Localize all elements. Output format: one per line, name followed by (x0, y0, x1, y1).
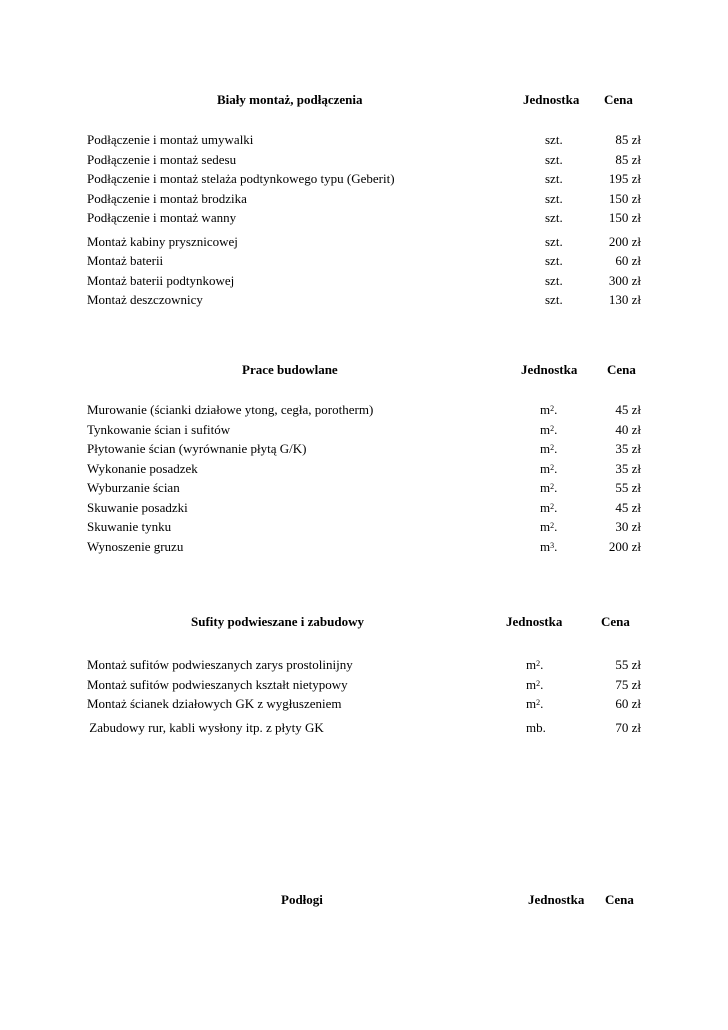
price: 55 zł (615, 480, 641, 495)
price: 40 zł (615, 421, 641, 437)
section-podlogi (0, 892, 728, 912)
table-row (0, 290, 728, 310)
unit: mb. (526, 719, 546, 735)
table-row (0, 130, 728, 150)
table-row (0, 420, 728, 440)
price: 45 zł (615, 402, 641, 417)
price-rows (0, 400, 728, 556)
service-description: Podłączenie i montaż umywalki (87, 132, 254, 147)
price: 35 zł (615, 460, 641, 476)
section-prace-budowlane (0, 362, 728, 556)
unit: szt. (545, 132, 563, 147)
unit: $m^2$. (526, 676, 544, 692)
section-title: Biały montaż, podłączenia (217, 92, 363, 107)
unit-column-header: Jednostka (523, 92, 580, 107)
service-description: Wynoszenie gruzu (87, 538, 184, 554)
table-row (0, 232, 728, 252)
service-description: Podłączenie i montaż brodzika (87, 190, 247, 206)
unit: $m^3$. (540, 538, 558, 554)
section-header (0, 614, 728, 634)
price: 60 zł (615, 253, 641, 268)
price: 300 zł (608, 272, 641, 288)
service-description: Murowanie (ścianki działowe ytong, cegła, porotherm) (87, 402, 374, 417)
table-row (0, 675, 728, 695)
table-row (0, 271, 728, 291)
unit: $m^2$. (540, 460, 558, 476)
service-description: Montaż baterii podtynkowej (87, 272, 235, 288)
unit: $m^2$. (540, 441, 558, 456)
table-row (0, 150, 728, 170)
table-row (0, 537, 728, 557)
service-description: Wyburzanie ścian (87, 480, 180, 495)
price: 75 zł (615, 676, 641, 692)
price: 150 zł (608, 210, 641, 225)
service-description: Podłączenie i montaż sedesu (87, 151, 237, 167)
service-description: Zabudowy rur, kabli wysłony itp. z płyty GK (86, 719, 324, 735)
section-title: Podłogi (281, 892, 323, 907)
price-rows (0, 655, 728, 737)
table-row (0, 400, 728, 420)
table-row (0, 251, 728, 271)
price: 85 zł (615, 132, 641, 147)
price-column-header: Cena (604, 92, 633, 107)
table-row (0, 208, 728, 228)
service-description: Tynkowanie ścian i sufitów (87, 421, 231, 437)
unit: $m^2$. (540, 480, 558, 495)
service-description: Montaż deszczownicy (87, 292, 203, 307)
table-row (0, 439, 728, 459)
unit: szt. (545, 151, 563, 167)
price: 200 zł (608, 538, 641, 554)
unit-column-header: Jednostka (521, 362, 578, 377)
section-bialy-montaz (0, 92, 728, 310)
unit: $m^2$. (540, 519, 558, 534)
unit: szt. (545, 171, 563, 186)
service-description: Montaż ścianek działowych GK z wygłuszeniem (87, 696, 342, 711)
price: 130 zł (608, 292, 641, 307)
service-description: Płytowanie ścian (wyrównanie płytą G/K) (87, 441, 307, 456)
service-description: Montaż sufitów podwieszanych zarys prostolinijny (87, 657, 353, 672)
table-row (0, 459, 728, 479)
price-column-header: Cena (607, 362, 636, 377)
service-description: Wykonanie posadzek (87, 460, 198, 476)
table-row (0, 169, 728, 189)
unit: $m^2$. (540, 499, 558, 515)
table-row (0, 189, 728, 209)
table-row (0, 694, 728, 714)
section-header (0, 92, 728, 112)
price-rows (0, 130, 728, 310)
service-description: Skuwanie tynku (87, 519, 172, 534)
unit: szt. (545, 233, 563, 249)
section-title: Prace budowlane (242, 362, 338, 377)
price: 150 zł (608, 190, 641, 206)
price: 55 zł (615, 657, 641, 672)
price: 70 zł (615, 719, 641, 735)
price: 35 zł (615, 441, 641, 456)
table-row (0, 655, 728, 675)
section-header (0, 892, 728, 912)
unit: szt. (545, 272, 563, 288)
unit: $m^2$. (526, 696, 544, 711)
price: 200 zł (608, 233, 641, 249)
service-description: Podłączenie i montaż wanny (87, 210, 237, 225)
service-description: Skuwanie posadzki (87, 499, 188, 515)
section-header (0, 362, 728, 382)
unit-column-header: Jednostka (528, 892, 585, 907)
table-row (0, 517, 728, 537)
unit: $m^2$. (540, 402, 558, 417)
section-title: Sufity podwieszane i zabudowy (191, 614, 364, 629)
service-description: Podłączenie i montaż stelaża podtynkowego typu (Geberit) (87, 171, 395, 186)
price: 30 zł (615, 519, 641, 534)
price: 195 zł (608, 171, 641, 186)
unit: szt. (545, 210, 563, 225)
unit: szt. (545, 292, 563, 307)
unit: $m^2$. (526, 657, 544, 672)
table-row (0, 478, 728, 498)
price-column-header: Cena (601, 614, 630, 629)
price: 45 zł (615, 499, 641, 515)
service-description: Montaż baterii (87, 253, 164, 268)
unit: szt. (545, 253, 563, 268)
service-description: Montaż kabiny prysznicowej (87, 233, 238, 249)
table-row (0, 498, 728, 518)
price: 60 zł (615, 696, 641, 711)
unit: $m^2$. (540, 421, 558, 437)
price-column-header: Cena (605, 892, 634, 907)
unit-column-header: Jednostka (506, 614, 563, 629)
table-row (0, 718, 728, 738)
section-sufity-podwieszane (0, 614, 728, 737)
price: 85 zł (615, 151, 641, 167)
service-description: Montaż sufitów podwieszanych kształt nietypowy (87, 676, 348, 692)
unit: szt. (545, 190, 563, 206)
